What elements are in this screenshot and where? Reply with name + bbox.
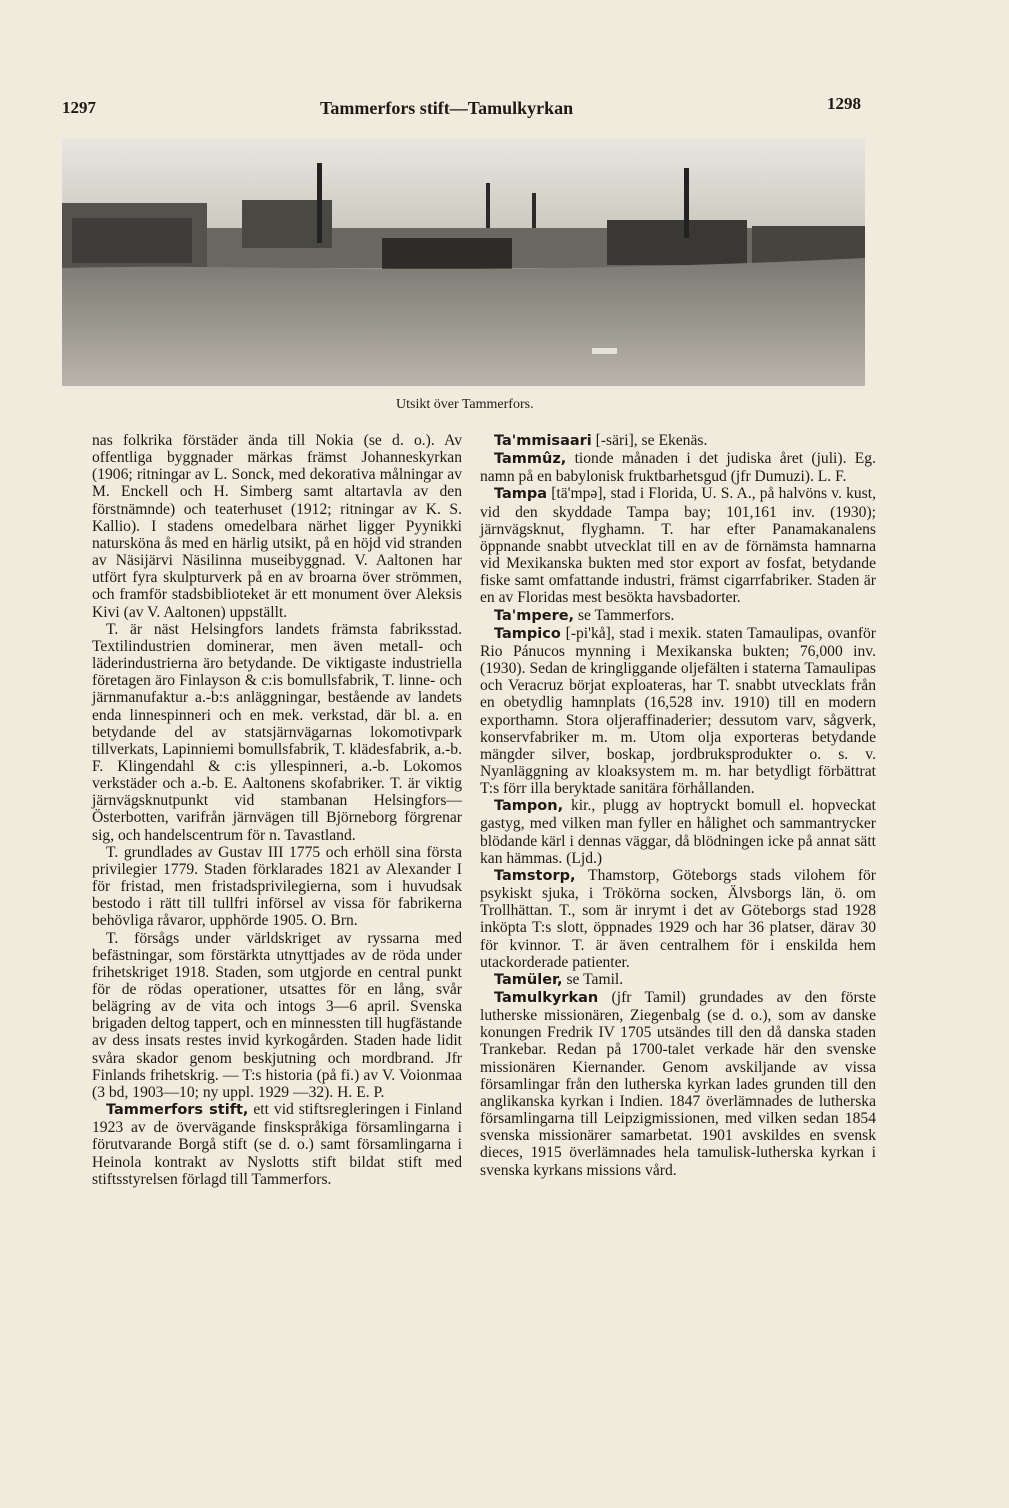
page-header: [62, 94, 861, 124]
paragraph: T. grundlades av Gustav III 1775 och erhöll sina första privilegier 1779. Staden förklarades 1821 av Alexander I för fristad, men fristadsprivilegierna, som i huvudsak bestodo i rätt till tullfri införsel av vissa för fabrikerna behövliga råvaror, upphörde 1905. O. Brn.: [92, 843, 462, 930]
entry: Tammûz, tionde månaden i det judiska året (juli). Eg. namn på en babylonisk fruktbarhetsgud (jfr Dumuzi). L. F.: [480, 450, 876, 486]
headword: Tampa: [494, 486, 548, 503]
headword: Ta'mmisaari: [494, 433, 592, 449]
entry: Ta'mmisaari [-säri], se Ekenäs.: [494, 432, 708, 449]
entry: Tamstorp, Thamstorp, Göteborgs stads vilohem för psykiskt sjuka, i Trökörna socken, Älvsborgs län, ö. om Trollhättan. T., som är inrymt i det av Göteborgs stad 1928 inköpta T:s slott, öppnades 1929 och har 36 platser, därav 30 för kvinnor. T. är även centralhem för i enskilda hem utackorderade patienter.: [480, 866, 876, 971]
page-number-right: 1298: [827, 94, 861, 113]
paragraph: T. försågs under världskriget av ryssarna med befästningar, som förstärkta utnyttjades av de röda under frihetskriget 1918. Staden, som utgjorde en central punkt för de rödas operationer, utsattes för en lång, svår belägring av de vita och intogs 3—6 april. Svenska brigaden deltog tappert, och en minnessten till hugfästande av dess insats restes invid kyrkogården. Staden hade lidit svåra skador genom beskjutning och mordbrand. Jfr Finlands frihetskrig. — T:s historia (på fi.) av V. Voionmaa (3 bd, 1903—10; ny uppl. 1929 —32). H. E. P.: [92, 929, 462, 1101]
entry: Tampa [tä'mpə], stad i Florida, U. S. A., på halvöns v. kust, vid den skyddade Tampa bay; 101,161 inv. (1930); järnvägsknut, flyghamn. T. har efter Panamakanalens öppnande snabbt utvecklat till en av de förnämsta hamnarna vid Mexikanska bukten med stor export av fosfat, betydande fiske samt omfattande industri, främst cigarrfabriker. Staden är en av Floridas mest besökta havsbadorter.: [480, 485, 876, 607]
entry: Tamüler, se Tamil.: [494, 970, 624, 988]
headword: Ta'mpere,: [494, 607, 575, 624]
headword: Tammerfors stift,: [106, 1102, 249, 1119]
entry: Tampon, kir., plugg av hoptryckt bomull el. hopveckat gastyg, med vilken man fyller en hålighet och sammantrycker blödande kärl i dennas väggar, då blödningen icke på annat sätt kan hämmas. (Ljd.): [480, 797, 876, 867]
headword: Tampon,: [494, 798, 564, 815]
entry-tammerfors-stift: Tammerfors stift, ett vid stiftsregleringen i Finland 1923 av de övervägande finskspråkiga församlingarna i förutvarande Borgå stift (se d. o.) samt församlingarna i Heinola kontrakt av Nyslotts stift bildat stift med stiftsstyrelsen förlagd till Tammerfors.: [92, 1101, 462, 1188]
entry: Tampico [-pi'kå], stad i mexik. staten Tamaulipas, ovanför Rio Pánucos mynning i Mexikanska bukten; 76,000 inv. (1930). Sedan de kringliggande oljefälten i staterna Tamaulipas och Veracruz börjat exploateras, har T. snabbt utvecklats från en obetydlig hamnplats (16,528 inv. 1910) till en modern exporthamn. Stora oljeraffinaderier; dessutom varv, sågverk, konservfabriker m. m. Utom olja exporteras betydande mängder silver, boskap, jordbruksprodukter o. s. v. Nyanläggning av kloaksystem m. m. har betydligt förbättrat T:s förr illa beryktade sanitära förhållanden.: [480, 624, 876, 798]
right-column: [480, 432, 876, 1179]
headword: Tamstorp,: [494, 867, 576, 884]
photo-caption: Utsikt över Tammerfors.: [396, 397, 534, 412]
headword: Tammûz,: [494, 451, 567, 468]
left-column: [92, 432, 462, 1188]
paragraph: T. är näst Helsingfors landets främsta fabriksstad. Textilindustrien dominerar, men även metall- och läderindustrierna äro betydande. De viktigaste industriella företagen äro Finlayson & c:is bomullsfabrik, T. linne- och järnmanufaktur a.-b:s anläggningar, bestående av landets enda linnespinneri och en mek. verkstad, där bl. a. en betydande del av statsjärnvägarnas lokomotivpark tillverkats, Lapinniemi bomullsfabrik, T. klädesfabrik, a.-b. F. Klingendahl & c:is yllespinneri, a.-b. Lokomos verkstäder och a.-b. E. Aaltonens skofabriker. T. är viktig järnvägsknutpunkt vid stambanan Helsingfors—Österbotten, varifrån järnvägen till Björneborg förgrenar sig, och handelscentrum för n. Tavastland.: [92, 620, 462, 844]
entry: Ta'mpere, se Tammerfors.: [494, 606, 675, 624]
page-number-left: 1297: [62, 98, 96, 117]
headword: Tamüler,: [494, 971, 563, 988]
running-title: Tammerfors stift—Tamulkyrkan: [320, 98, 574, 118]
headword: Tampico: [494, 625, 561, 642]
headword: Tamulkyrkan: [494, 990, 599, 1006]
city-view-photo: [62, 138, 865, 386]
paragraph: nas folkrika förstäder ända till Nokia (se d. o.). Av offentliga byggnader märkas främst Johanneskyrkan (1906; ritningar av L. Sonck, med dekorativa målningar av M. Enckell och H. Simberg samt altartavla av den förstnämnde) och teaterhuset (1912; ritningar av K. S. Kallio). I stadens omedelbara närhet ligger Pyynikki natursköna ås med en härlig utsikt, på en höjd vid stranden av Näsijärvi Näsilinna museibyggnad. V. Aaltonen har utfört fyra skulpturverk på en av broarna över strömmen, och framför stadsbiblioteket är ett monument över Aleksis Kivi (av V. Aaltonen) uppställt.: [92, 432, 462, 621]
entry: Tamulkyrkan (jfr Tamil) grundades av den förste lutherske missionären, Ziegenbalg (se d. o.), som av danske konungen Fredrik IV 1705 utsändes till den då danska staden Trankebar. Redan på 1700-talet verkade här den svenske missionären Kiernander. Genom avskiljande av vissa församlingar från den lutherska kyrkan lades grunden till den anglikanska kyrkan i Indien. 1847 överlämnades de lutherska församlingarna till Leipzigmissionen, med vilken sedan 1854 svenska missionärer samarbetat. 1901 avskildes en svensk dieces, 1915 överlämnades hela tamulisk-lutherska kyrkan i svenska kyrkans missions vård.: [480, 989, 876, 1179]
